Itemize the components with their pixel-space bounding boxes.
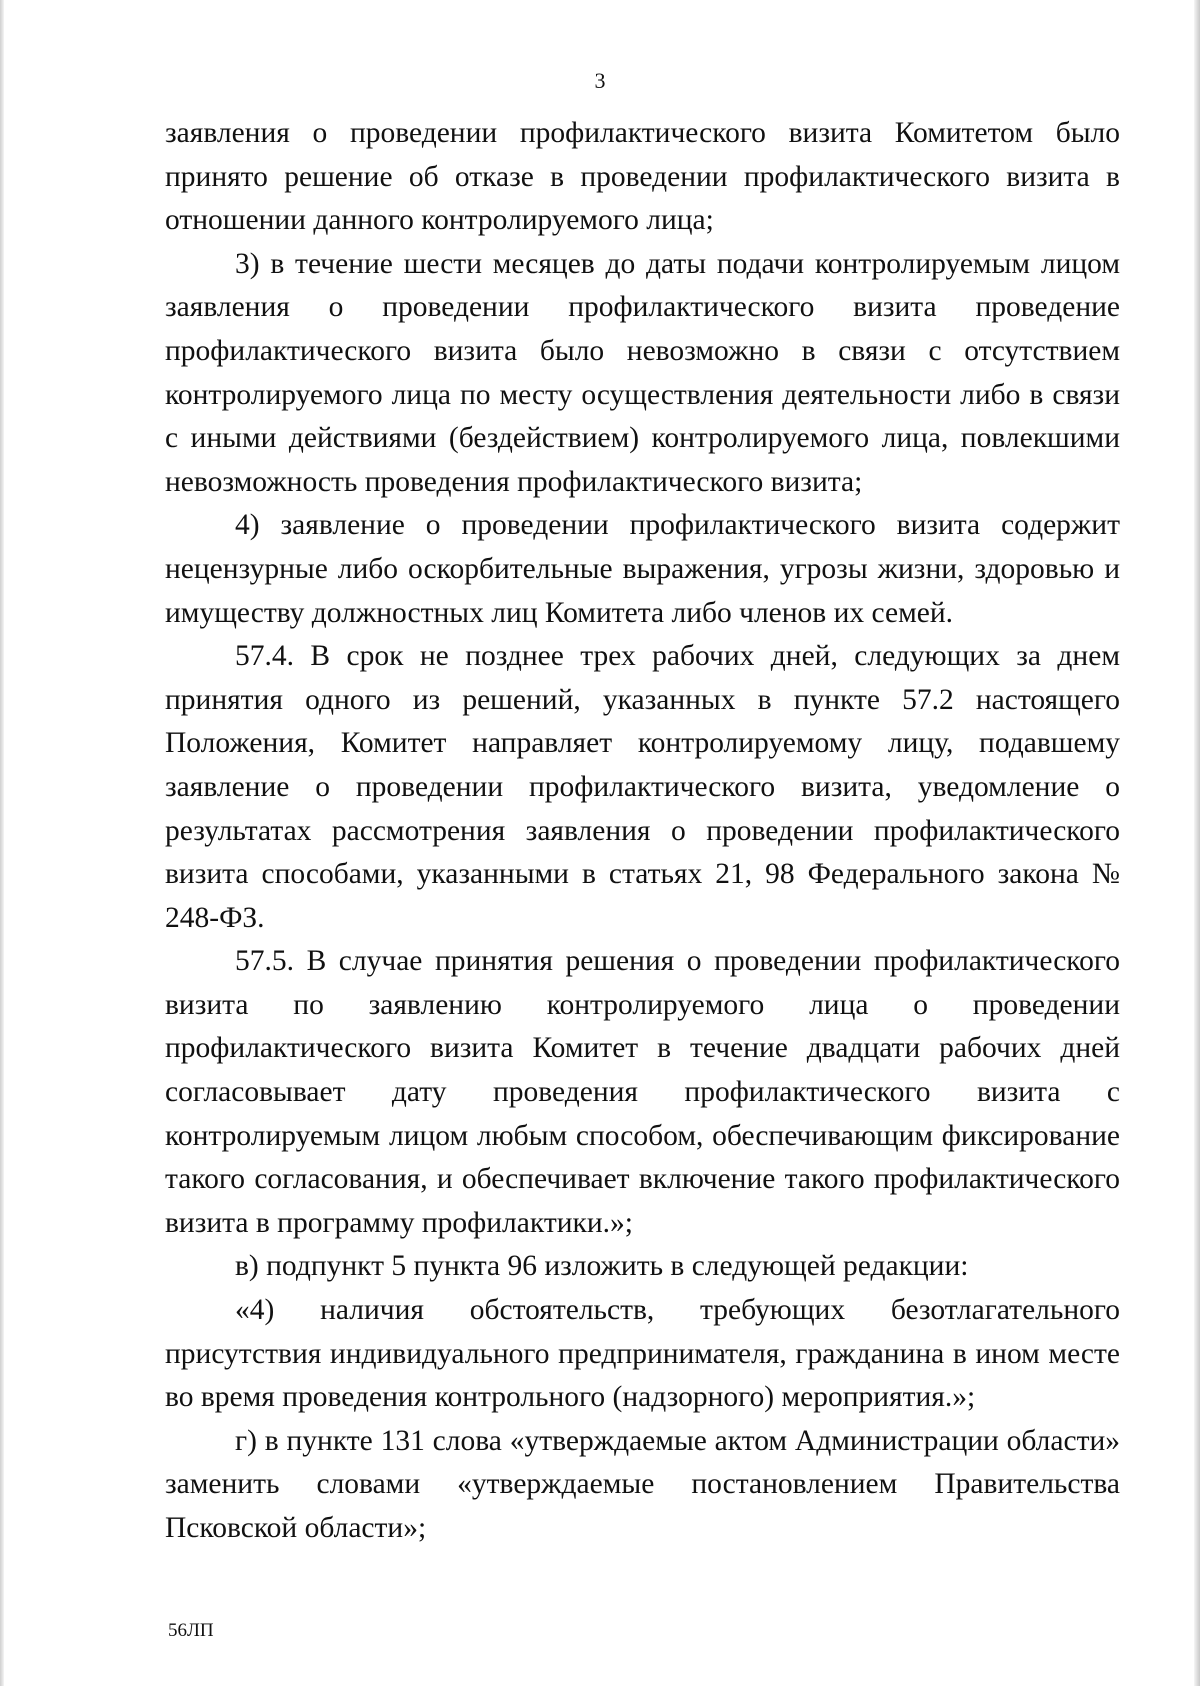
page-number: 3: [594, 68, 606, 93]
paragraph-continuation: заявления о проведении профилактического визита Комитетом было принято решение об отказе в проведении профилактического визита в отношении данного контролируемого лица;: [165, 117, 1120, 237]
paragraph-subitem-g: г) в пункте 131 слова «утверждаемые актом Администрации области» заменить словами «утверждаемые постановлением Правительства Псковской области»;: [165, 1424, 1120, 1544]
paragraph-quoted-item-4: «4) наличия обстоятельств, требующих безотлагательного присутствия индивидуального предпринимателя, гражданина в ином месте во время проведения контрольного (надзорного) мероприятия.»;: [165, 1294, 1120, 1414]
paragraph-57-5: 57.5. В случае принятия решения о проведении профилактического визита по заявлению контролируемого лица о проведении профилактического визита Комитет в течение двадцати рабочих дней согласовывает дату проведения профилактического визита с контролируемым лицом любым способом, обеспечивающим фиксирование такого согласования, и обеспечивает включение такого профилактического визита в программу профилактики.»;: [165, 945, 1120, 1239]
paragraph-57-4: 57.4. В срок не позднее трех рабочих дней, следующих за днем принятия одного из решений, указанных в пункте 57.2 настоящего Положения, Комитет направляет контролируемому лицу, подавшему заявление о проведении профилактического визита, уведомление о результатах рассмотрения заявления о проведении профилактического визита способами, указанными в статьях 21, 98 Федерального закона № 248-ФЗ.: [165, 640, 1120, 934]
scan-edge-right: [1194, 0, 1200, 1686]
paragraph-subitem-v: в) подпункт 5 пункта 96 изложить в следующей редакции:: [235, 1250, 969, 1283]
paragraph-item-3: 3) в течение шести месяцев до даты подачи контролируемым лицом заявления о проведении профилактического визита проведение профилактического визита было невозможно в связи с отсутствием контролируемого лица по месту осуществления деятельности либо в связи с иными действиями (бездействием) контролируемого лица, повлекшими невозможность проведения профилактического визита;: [165, 247, 1120, 498]
scan-edge-left: [0, 0, 4, 1686]
paragraph-item-4: 4) заявление о проведении профилактического визита содержит нецензурные либо оскорбительные выражения, угрозы жизни, здоровью и имуществу должностных лиц Комитета либо членов их семей.: [165, 509, 1120, 629]
footer-document-code: 56ЛП: [168, 1620, 214, 1641]
document-body: [165, 112, 1120, 1551]
